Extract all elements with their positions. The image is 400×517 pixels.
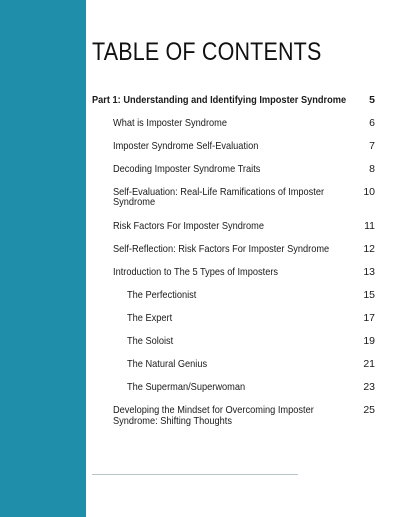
toc-entry-page: 7 <box>369 140 375 152</box>
toc-entry-label: The Expert <box>127 312 173 324</box>
toc-entry-page: 17 <box>363 312 375 324</box>
toc-subentry[interactable] <box>127 290 375 301</box>
toc-subentry[interactable] <box>127 359 375 370</box>
toc-subentry[interactable] <box>127 313 375 324</box>
toc-entry[interactable] <box>113 267 375 278</box>
toc-entry-label-line-2: Syndrome <box>113 196 156 208</box>
toc-subentry[interactable] <box>127 382 375 393</box>
toc-entry-part-1[interactable] <box>92 95 375 106</box>
toc-entry-label: The Perfectionist <box>127 289 197 301</box>
toc-entry-page: 13 <box>363 266 375 278</box>
toc-entry-page: 11 <box>364 220 375 232</box>
toc-entry-page: 5 <box>369 94 375 106</box>
toc-entry-label-line-1: Self-Evaluation: Real-Life Ramifications of Imposter <box>113 186 325 198</box>
toc-entry[interactable] <box>113 118 375 129</box>
toc-entry-label: Imposter Syndrome Self-Evaluation <box>113 140 259 152</box>
toc-entry-label: Introduction to The 5 Types of Imposters <box>113 266 279 278</box>
toc-entry-page: 15 <box>363 289 375 301</box>
toc-entry[interactable] <box>113 244 375 255</box>
toc-entry-page: 21 <box>363 358 375 370</box>
toc-entry-page: 19 <box>363 335 375 347</box>
toc-entry-page: 6 <box>369 117 375 129</box>
toc-entry-label: Risk Factors For Imposter Syndrome <box>113 220 264 232</box>
page-title: TABLE OF CONTENTS <box>92 38 322 66</box>
toc-entry-page: 10 <box>363 186 375 198</box>
toc-entry[interactable] <box>113 164 375 175</box>
toc-entry[interactable] <box>113 405 375 427</box>
footer-divider <box>92 474 298 475</box>
toc-entry[interactable] <box>113 221 375 232</box>
toc-entry-label: Decoding Imposter Syndrome Traits <box>113 163 261 175</box>
toc-entry-page: 12 <box>363 243 375 255</box>
toc-entry-label: The Soloist <box>127 335 174 347</box>
sidebar-accent-bar <box>0 0 86 517</box>
toc-entry-label: The Superman/Superwoman <box>127 381 246 393</box>
toc-entry-page: 25 <box>363 404 375 416</box>
toc-entry-label: Self-Reflection: Risk Factors For Imposter Syndrome <box>113 243 330 255</box>
toc-entry-label-line-1: Developing the Mindset for Overcoming Imposter <box>113 404 314 416</box>
toc-entry-page: 23 <box>363 381 375 393</box>
toc-entry-label: The Natural Genius <box>127 358 208 370</box>
toc-entry-label: What is Imposter Syndrome <box>113 117 228 129</box>
toc-entry[interactable] <box>113 141 375 152</box>
toc-entry-label-line-2: Syndrome: Shifting Thoughts <box>113 415 232 427</box>
toc-entry-label: Part 1: Understanding and Identifying Imposter Syndrome <box>92 94 347 106</box>
toc-subentry[interactable] <box>127 336 375 347</box>
toc-entry[interactable] <box>113 187 375 209</box>
toc-entry-page: 8 <box>369 163 375 175</box>
